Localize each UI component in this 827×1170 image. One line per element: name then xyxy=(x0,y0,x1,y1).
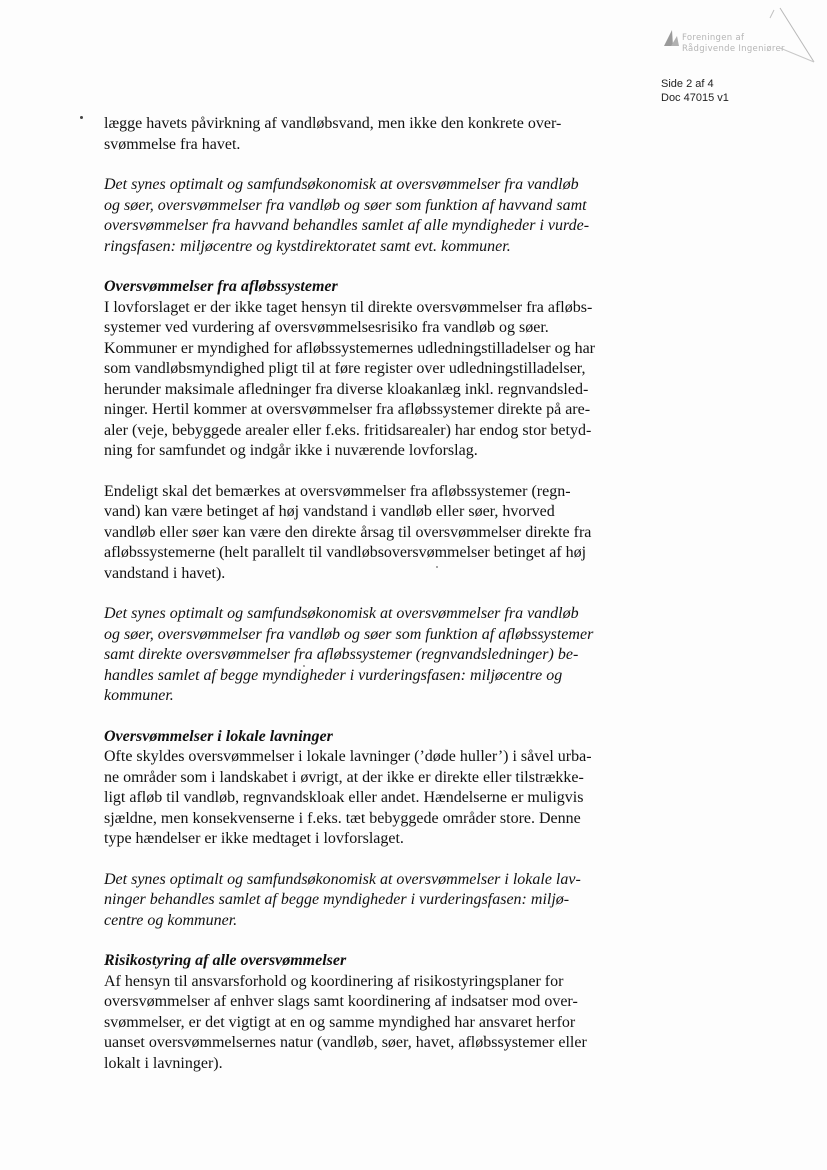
page-number: Side 2 af 4 xyxy=(661,78,714,90)
text-line: Ofte skyldes oversvømmelser i lokale lavninger (’døde huller’) i såvel urba- xyxy=(104,748,592,765)
body-paragraph xyxy=(104,972,624,1075)
text-line: Risikostyring af alle oversvømmelser xyxy=(104,952,347,969)
text-line: Kommuner er myndighed for afløbssystemernes udledningstilladelser og har xyxy=(104,339,595,357)
document-body xyxy=(104,114,624,1074)
logo-line-2: Rådgivende Ingeniører xyxy=(682,44,785,54)
text-line: Det synes optimalt og samfundsøkonomisk at oversvømmelser i lokale lav- xyxy=(104,870,581,888)
body-paragraph xyxy=(104,747,624,850)
recommendation-paragraph xyxy=(104,870,624,932)
text-line: vand) kan være betinget af høj vandstand i vandløb eller søer, hvorved xyxy=(104,503,555,520)
section-heading xyxy=(104,951,624,972)
paragraph-gap xyxy=(104,462,624,482)
text-line: og søer, oversvømmelser fra vandløb og søer som funktion af afløbssystemer xyxy=(104,625,594,643)
body-paragraph xyxy=(104,298,624,462)
paragraph-gap xyxy=(104,155,624,175)
paragraph-gap xyxy=(104,584,624,604)
text-line: og søer, oversvømmelser fra vandløb og søer som funktion af havvand samt xyxy=(104,196,587,214)
text-line: svømmelse fra havet. xyxy=(104,135,241,153)
text-line: I lovforslaget er der ikke taget hensyn til direkte oversvømmelser fra afløbs- xyxy=(104,298,593,316)
text-line: Det synes optimalt og samfundsøkonomisk at oversvømmelser fra vandløb xyxy=(104,176,579,193)
text-line: ne områder som i landskabet i øvrigt, at der ikke er direkte eller tilstrække- xyxy=(104,768,584,786)
recommendation-paragraph xyxy=(104,604,624,707)
paragraph-gap xyxy=(104,707,624,727)
text-line: vandløb eller søer kan være den direkte årsag til oversvømmelser direkte fra xyxy=(104,523,592,541)
text-line: kommuner. xyxy=(104,687,174,704)
logo-line-1: Foreningen af xyxy=(682,33,745,43)
section-heading xyxy=(104,277,624,298)
page-meta xyxy=(661,77,729,105)
body-paragraph xyxy=(104,482,624,585)
text-line: herunder maksimale afledninger fra diverse kloakanlæg inkl. regnvandsled- xyxy=(104,380,589,398)
text-line: uanset oversvømmelsernes natur (vandløb, søer, havet, afløbssystemer eller xyxy=(104,1034,587,1051)
text-line: sjældne, men konsekvenserne i f.eks. tæt bebyggede områder store. Denne xyxy=(104,809,581,827)
section-heading xyxy=(104,727,624,748)
text-line: ringsfasen: miljøcentre og kystdirektoratet samt evt. kommuner. xyxy=(104,237,511,255)
company-logo xyxy=(662,6,822,70)
paragraph-gap xyxy=(104,850,624,870)
text-line: lokalt i lavninger). xyxy=(104,1054,223,1072)
doc-number: Doc 47015 v1 xyxy=(661,92,729,104)
text-line: oversvømmelser fra havvand behandles samlet af alle myndigheder i vurde- xyxy=(104,217,590,234)
text-line: Af hensyn til ansvarsforhold og koordinering af risikostyringsplaner for xyxy=(104,972,564,990)
text-line: oversvømmelser af enhver slags samt koordinering af indsatser mod over- xyxy=(104,993,578,1010)
text-line: samt direkte oversvømmelser fra afløbssystemer (regnvandsledninger) be- xyxy=(104,646,579,663)
text-line: handles samlet af begge myndigheder i vurderingsfasen: miljøcentre og xyxy=(104,666,563,684)
text-line: som vandløbsmyndighed pligt til at føre register over udledningstilladelser, xyxy=(104,360,586,377)
scan-speck xyxy=(80,116,83,119)
text-line: ninger behandles samlet af begge myndigheder i vurderingsfasen: miljø- xyxy=(104,891,570,908)
text-line: aler (veje, bebyggede arealer eller f.eks. fritidsarealer) har endog stor betyd- xyxy=(104,421,592,439)
text-line: afløbssystemerne (helt parallelt til vandløbsoversvømmelser betinget af høj xyxy=(104,544,587,561)
text-line: ligt afløb til vandløb, regnvandskloak eller andet. Hændelserne er muligvis xyxy=(104,789,584,806)
text-line: Endeligt skal det bemærkes at oversvømmelser fra afløbssystemer (regn- xyxy=(104,482,571,500)
body-paragraph xyxy=(104,114,624,155)
paragraph-gap xyxy=(104,257,624,277)
text-line: svømmelser, er det vigtigt at en og samme myndighed har ansvaret herfor xyxy=(104,1013,576,1031)
text-line: systemer ved vurdering af oversvømmelsesrisiko fra vandløb og søer. xyxy=(104,319,549,336)
paragraph-gap xyxy=(104,931,624,951)
text-line: Oversvømmelser fra afløbssystemer xyxy=(104,278,338,295)
text-line: type hændelser er ikke medtaget i lovforslaget. xyxy=(104,830,404,847)
text-line: Det synes optimalt og samfundsøkonomisk at oversvømmelser fra vandløb xyxy=(104,605,579,622)
text-line: centre og kommuner. xyxy=(104,911,238,929)
text-line: lægge havets påvirkning af vandløbsvand, men ikke den konkrete over- xyxy=(104,115,562,132)
text-line: vandstand i havet). xyxy=(104,564,226,582)
recommendation-paragraph xyxy=(104,175,624,257)
text-line: ning for samfundet og indgår ikke i nuværende lovforslag. xyxy=(104,442,478,459)
text-line: Oversvømmelser i lokale lavninger xyxy=(104,727,333,745)
text-line: ninger. Hertil kommer at oversvømmelser fra afløbssystemer direkte på are- xyxy=(104,401,591,418)
